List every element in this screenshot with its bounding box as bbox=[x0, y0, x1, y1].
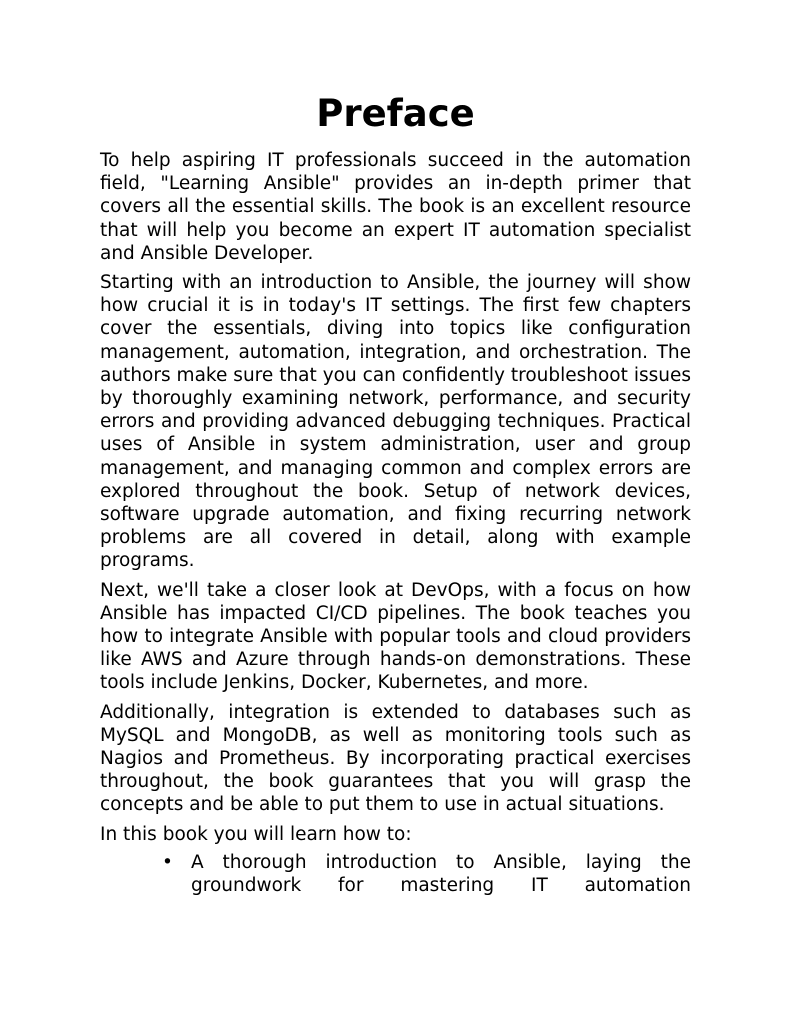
learning-bullet-list bbox=[100, 851, 691, 897]
bullet-icon: • bbox=[162, 851, 173, 873]
list-item bbox=[162, 851, 691, 897]
page-title: Preface bbox=[316, 92, 475, 135]
preface-body bbox=[100, 149, 691, 897]
paragraph-learn-intro: In this book you will learn how to: bbox=[100, 823, 412, 845]
bullet-text: A thorough introduction to Ansible, laying the groundwork for mastering IT automation bbox=[191, 851, 691, 897]
paragraph-integration: Additionally, integration is extended to databases such as MySQL and MongoDB, as well as monitoring tools such as Nagios and Prometheus. By incorporating practical exercises throughout, the book guarantees that you will grasp the concepts and be able to put them to use in actual situations. bbox=[100, 701, 691, 816]
paragraph-ansible-introduction: Starting with an introduction to Ansible, the journey will show how crucial it is in today's IT settings. The first few chapters cover the essentials, diving into topics like configuration management, automation, integration, and orchestration. The authors make sure that you can confidently troubleshoot issues by thoroughly examining network, performance, and security errors and providing advanced debugging techniques. Practical uses of Ansible in system administration, user and group management, and managing common and complex errors are explored throughout the book. Setup of network devices, software upgrade automation, and fixing recurring network problems are all covered in detail, along with example programs. bbox=[100, 272, 691, 572]
paragraph-intro: To help aspiring IT professionals succeed in the automation field, "Learning Ansible" provides an in-depth primer that covers all the essential skills. The book is an excellent resource that will help you become an expert IT automation specialist and Ansible Developer. bbox=[100, 150, 691, 264]
paragraph-devops: Next, we'll take a closer look at DevOps, with a focus on how Ansible has impacted CI/CD pipelines. The book teaches you how to integrate Ansible with popular tools and cloud providers like AWS and Azure through hands-on demonstrations. These tools include Jenkins, Docker, Kubernetes, and more. bbox=[100, 579, 691, 694]
